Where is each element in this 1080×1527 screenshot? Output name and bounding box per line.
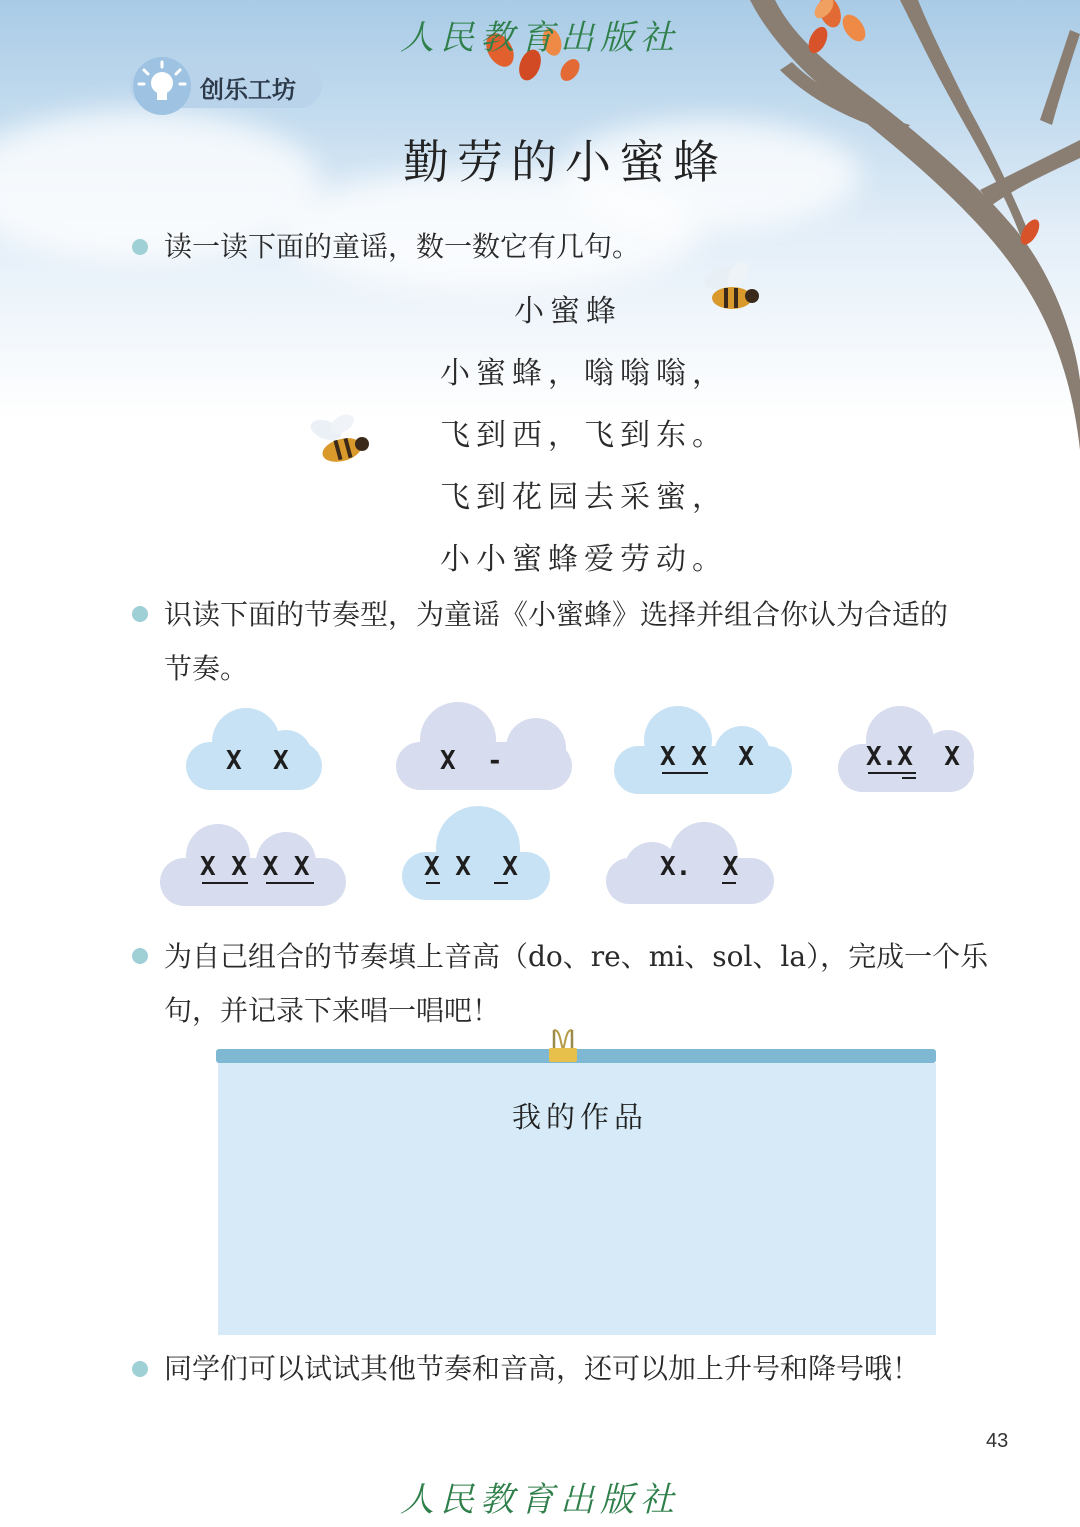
beam-underline [662,772,708,774]
publisher-watermark-top: 人民教育出版社 [400,18,680,58]
rhythm-pattern: X X X X [200,852,310,882]
poem-line-1: 小蜜蜂，嗡嗡嗡， [440,356,728,391]
lightbulb-icon [132,56,192,116]
beam-underline [722,882,736,884]
page-number: 43 [986,1430,1009,1452]
rhythm-pattern: X X X [660,742,754,772]
bullet-dot [132,1361,148,1377]
poem-line-4: 小小蜜蜂爱劳动。 [440,542,728,577]
rhythm-pattern: X X [226,746,289,776]
bullet-dot [132,606,148,622]
beam-underline [494,882,508,884]
beam-underline [902,777,916,779]
instruction-3-line-1: 为自己组合的节奏填上音高（do、re、mi、sol、la），完成一个乐 [164,940,989,973]
poem-line-2: 飞到西，飞到东。 [440,418,728,453]
beam-underline [426,882,440,884]
beam-underline [202,882,248,884]
bee-illustration [698,262,762,318]
poem-line-3: 飞到花园去采蜜， [440,480,728,515]
section-badge-label: 创乐工坊 [200,76,296,104]
rhythm-pattern: X.X X [866,742,960,772]
instruction-3-line-2: 句，并记录下来唱一唱吧！ [164,994,501,1027]
publisher-watermark-bottom: 人民教育出版社 [400,1480,680,1520]
beam-underline [266,882,314,884]
bullet-dot [132,948,148,964]
poem-title: 小蜜蜂 [514,294,622,329]
instruction-2-line-1: 识读下面的节奏型，为童谣《小蜜蜂》选择并组合你认为合适的 [164,598,949,631]
binder-clip-icon [546,1028,580,1064]
page-title: 勤劳的小蜜蜂 [403,135,727,189]
instruction-4: 同学们可以试试其他节奏和音高，还可以加上升号和降号哦！ [164,1352,921,1385]
bullet-dot [132,239,148,255]
rhythm-pattern: X. X [660,852,739,882]
bee-illustration [306,414,370,470]
beam-underline [868,772,916,774]
rhythm-pattern: X - [440,746,503,776]
instruction-2-line-2: 节奏。 [164,652,249,685]
rhythm-pattern: X X X [424,852,518,882]
instruction-1: 读一读下面的童谣，数一数它有几句。 [164,230,641,263]
panel-title: 我的作品 [511,1100,648,1134]
